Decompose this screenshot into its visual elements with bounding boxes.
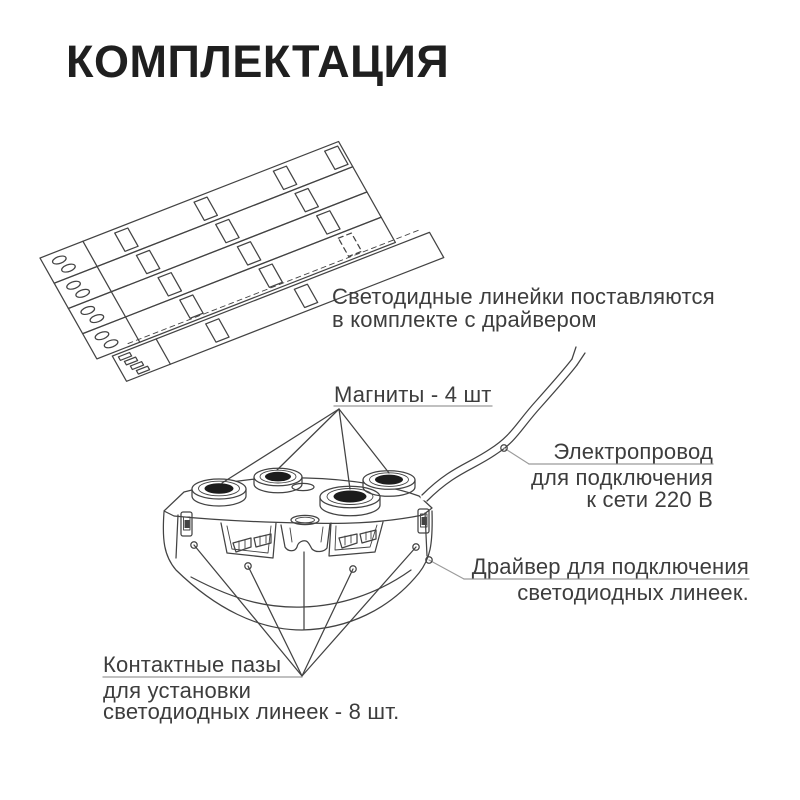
cable-leader-line xyxy=(504,448,529,464)
led-strip-1 xyxy=(40,142,353,284)
cable-label-line-3: к сети 220 В xyxy=(586,487,713,512)
page-title: КОМПЛЕКТАЦИЯ xyxy=(66,36,450,87)
magnets-label: Магниты - 4 шт xyxy=(334,382,492,407)
center-notch xyxy=(281,524,330,552)
strips-note-line-2: в комплекте с драйвером xyxy=(332,307,597,332)
driver-leader-line xyxy=(429,560,464,579)
driver-illustration xyxy=(163,468,432,630)
driver-label-line-2: светодиодных линеек. xyxy=(517,580,749,605)
led-chip xyxy=(115,146,348,251)
slots-label-line-1: Контактные пазы xyxy=(103,652,282,677)
connector-bay-left xyxy=(221,523,276,558)
contact-fingers xyxy=(118,349,149,377)
connector-bay-right xyxy=(329,522,383,556)
led-chip xyxy=(158,211,340,296)
strips-note-line-1: Светодидные линейки поставляются xyxy=(332,284,715,309)
cable-label-line-2: для подключения xyxy=(531,465,713,490)
driver-bottom-crease xyxy=(191,570,411,607)
slots-label-line-2: для установки xyxy=(103,678,252,703)
slots-label-line-3: светодиодных линеек - 8 шт. xyxy=(103,699,400,724)
led-chip xyxy=(136,188,318,273)
led-strips-illustration xyxy=(40,129,444,387)
led-strip-2 xyxy=(54,167,367,309)
driver-body xyxy=(163,511,432,630)
side-slot-left xyxy=(176,512,192,558)
cable-label-line-1: Электропровод xyxy=(553,439,713,464)
driver-label-line-1: Драйвер для подключения xyxy=(471,554,749,579)
